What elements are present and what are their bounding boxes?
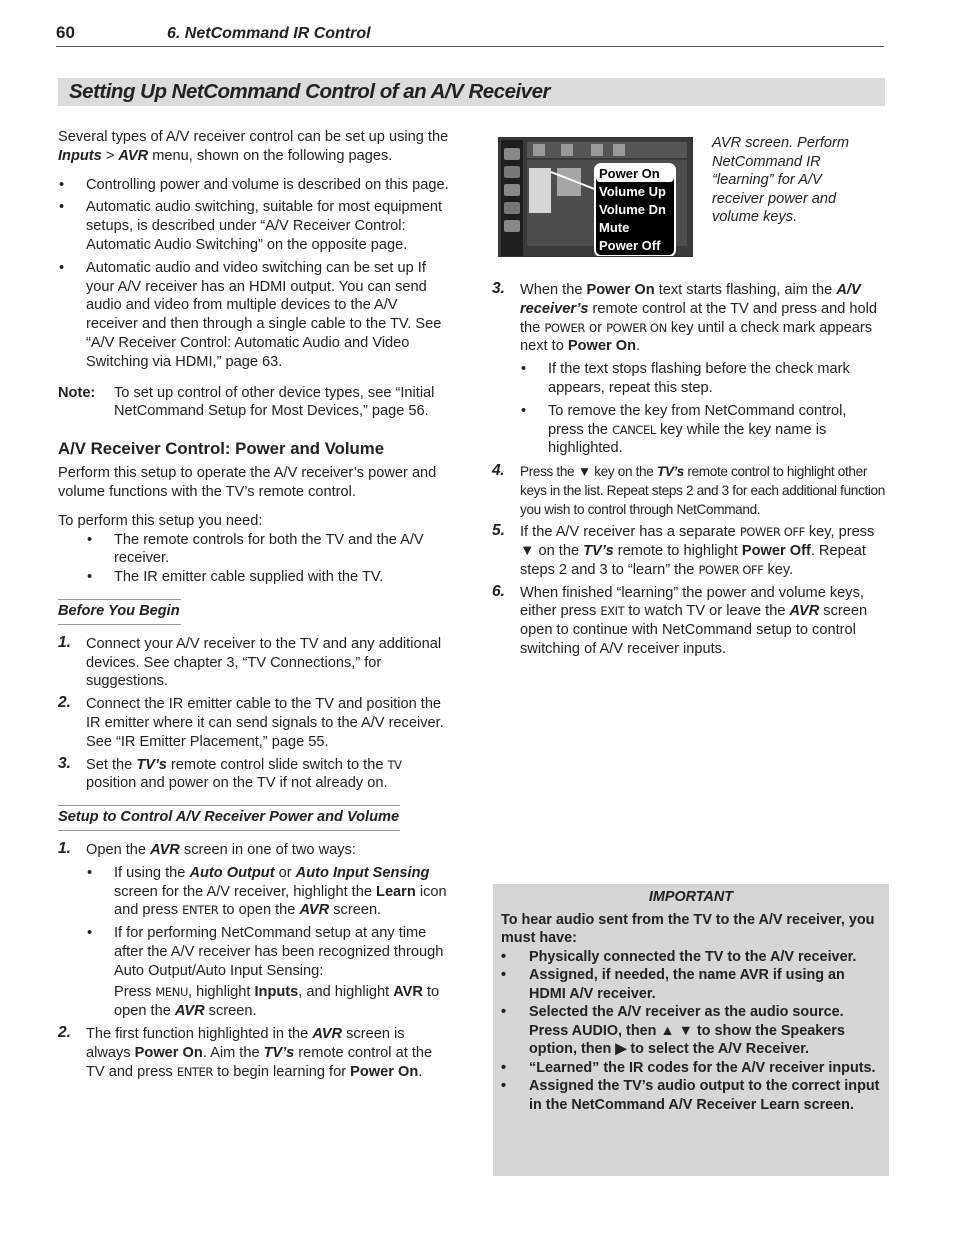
inputs-ref: Inputs (254, 984, 299, 1001)
step (492, 281, 886, 458)
subsection-before-you-begin: Before You Begin (58, 599, 181, 625)
text: > (101, 147, 119, 164)
avr-menu-item: Mute (599, 220, 630, 235)
chapter-title: 6. NetCommand IR Control (167, 25, 371, 42)
power-on-ref: Power On (586, 282, 655, 298)
avr-ref: AVR (299, 902, 330, 919)
key-tv: TV (387, 757, 402, 772)
text: to watch TV or leave the (624, 603, 790, 620)
paragraph: To perform this setup you need: (58, 512, 263, 529)
avr-menu-item: Volume Dn (599, 202, 666, 217)
key-power-on: POWER ON (606, 320, 667, 335)
avr-ref: AVR (174, 1003, 205, 1020)
text: . Aim the (202, 1044, 264, 1061)
tvs-ref: TV’s (136, 756, 167, 773)
important-item: • Assigned, if needed, the name AVR if using an HDMI A/V receiver. (501, 966, 881, 1003)
important-title: IMPORTANT (648, 889, 734, 905)
page-title: Setting Up NetCommand Control of an A/V Receiver (69, 80, 550, 103)
inputs-menu-ref: Inputs (58, 147, 102, 164)
text: screen. (329, 902, 382, 919)
avr-menu-item: Volume Up (599, 184, 666, 199)
note-label: Note: (58, 384, 96, 401)
header-rule (56, 46, 884, 47)
step (58, 756, 450, 794)
intro-bullet: • Controlling power and volume is described on this page. (58, 176, 450, 195)
text: to begin learning for (213, 1063, 351, 1080)
text: or (584, 319, 607, 336)
text: Several types of A/V receiver control can be set up using the (58, 129, 449, 145)
text: To remove the key from NetCommand control, press the (548, 402, 847, 438)
step (492, 462, 886, 519)
key-exit: EXIT (600, 604, 625, 619)
text: If for performing NetCommand setup at any time after the A/V receiver has been recognized through Auto Output/Auto Input Sensing: (114, 925, 444, 979)
text: key until a check mark appears next to (520, 319, 873, 355)
text: , highlight (187, 984, 255, 1001)
intro-bullet: • Automatic audio switching, suitable for most equipment setups, is described under “A/V Receiver Control: Automatic Audio Switching” on the opposite page. (58, 198, 450, 254)
step (492, 523, 886, 579)
key-enter: ENTER (176, 1064, 214, 1079)
text: remote control at the TV and press (86, 1044, 433, 1080)
text: Open the (86, 841, 151, 858)
step-number: 2. (58, 694, 71, 712)
text: to open the (218, 902, 300, 919)
avr-menu-ref: AVR (118, 147, 149, 164)
text: menu, shown on the following pages. (148, 147, 393, 164)
paragraph: Perform this setup to operate the A/V receiver’s power and volume functions with the TV’s remote control. (58, 465, 437, 500)
sub-bullet (86, 864, 450, 920)
text: screen open to continue with NetCommand setup to control switching of A/V receiver inputs. (520, 603, 868, 657)
key-power-off: POWER OFF (739, 525, 805, 540)
avr-screen-graphic (499, 138, 693, 257)
avr-ref: AVR (393, 984, 423, 1001)
text: or (274, 864, 296, 881)
text: Set the (86, 756, 137, 773)
step-number: 3. (492, 280, 505, 297)
tvs-ref: TV’s (583, 542, 614, 559)
step (492, 584, 886, 659)
text: . (636, 338, 641, 355)
press-menu-instruction (86, 983, 450, 1021)
step-number: 3. (58, 754, 71, 772)
important-intro: To hear audio sent from the TV to the A/V receiver, you must have: (501, 911, 875, 946)
key-power-off: POWER OFF (698, 562, 764, 577)
sub-bullet (86, 924, 450, 980)
text: If using the (114, 864, 190, 881)
text: remote control at the TV and press and hold the (520, 300, 877, 336)
important-item: • “Learned” the IR codes for the A/V receiver inputs. (501, 1059, 881, 1078)
text: remote control slide switch to the (166, 756, 388, 773)
text: , and highlight (298, 984, 394, 1001)
page-number: 60 (56, 23, 75, 42)
step-number: 1. (58, 633, 71, 651)
text: Press (114, 984, 156, 1001)
avr-menu-item: Power Off (599, 238, 661, 253)
important-item: • Assigned the TV’s audio output to the correct input in the NetCommand A/V Receiver Learn screen. (501, 1077, 881, 1114)
need-bullet: • The remote controls for both the TV and the A/V receiver. (58, 531, 450, 569)
left-column (58, 128, 450, 1085)
avr-ref: AVR (150, 841, 180, 858)
text: to open the (114, 984, 440, 1020)
avr-ref: AVR (789, 603, 820, 620)
key-enter: ENTER (182, 903, 219, 918)
step-number: 6. (492, 582, 505, 600)
key-power: POWER (544, 320, 585, 335)
important-item: • Selected the A/V receiver as the audio source. Press AUDIO, then ▲ ▼ to show the Speakers option, then ▶ to select the A/V Receiver. (501, 1003, 881, 1059)
text: key, press ▼ on the (520, 524, 875, 559)
sub-bullet (520, 402, 886, 458)
text: . Repeat steps 2 and 3 to “learn” the (520, 542, 866, 578)
sub-bullet: • If the text stops flashing before the check mark appears, repeat this step. (520, 360, 886, 398)
auto-output-ref: Auto Output (189, 864, 275, 881)
text: remote to highlight (613, 542, 742, 559)
subsection-setup: Setup to Control A/V Receiver Power and Volume (58, 805, 400, 831)
tvs-ref: TV’s (656, 464, 684, 480)
note-text: To set up control of other device types, see “Initial NetCommand Setup for Most Devices,” page 56. (114, 384, 435, 420)
important-box (493, 884, 889, 1176)
power-on-ref: Power On (350, 1063, 419, 1080)
power-on-ref: Power On (567, 338, 636, 355)
image-caption: AVR screen. Perform NetCommand IR “learning” for A/V receiver power and volume keys. (712, 135, 850, 226)
important-item: • Physically connected the TV to the A/V receiver. (501, 948, 881, 967)
step-text: Connect the IR emitter cable to the TV and position the IR emitter where it can send signals to the A/V receiver. See “IR Emitter Placement,” page 55. (86, 696, 444, 750)
text: position and power on the TV if not already on. (86, 775, 388, 792)
text: When the (520, 282, 587, 298)
key-menu: MENU (155, 985, 188, 1000)
step (58, 635, 450, 691)
text: icon and press (114, 883, 447, 919)
intro-paragraph (58, 128, 450, 166)
need-bullet: • The IR emitter cable supplied with the TV. (58, 568, 450, 587)
step-number: 4. (492, 462, 505, 480)
learn-ref: Learn (376, 883, 416, 900)
text: screen for the A/V receiver, highlight the (114, 883, 377, 900)
avr-ref: AVR (312, 1026, 343, 1043)
text: key while the key name is highlighted. (548, 421, 827, 457)
text: remote control to highlight other keys in the list. Repeat steps 2 and 3 for each additional function you wish to control through NetCommand. (520, 464, 885, 518)
right-column (492, 281, 886, 663)
text: Press the ▼ key on the (520, 464, 657, 480)
step-text: Connect your A/V receiver to the TV and any additional devices. See chapter 3, “TV Connections,” for suggestions. (86, 635, 442, 690)
text: The first function highlighted in the (86, 1026, 313, 1043)
note (58, 384, 450, 422)
step-number: 5. (492, 522, 505, 540)
tvs-ref: TV’s (263, 1044, 295, 1061)
step (58, 1025, 450, 1081)
step (58, 695, 450, 751)
text: When finished “learning” the power and volume keys, either press (520, 584, 864, 620)
av-receivers-ref: A/V receiver’s (520, 282, 861, 317)
text: If the A/V receiver has a separate (520, 524, 740, 541)
step-number: 2. (58, 1024, 71, 1042)
text: screen. (204, 1003, 257, 1020)
intro-bullet: • Automatic audio and video switching can be set up If your A/V receiver has an HDMI output. You can send audio and video from multiple devices to the A/V receiver and then through a single cable to the TV. See “A/V Receiver Control: Automatic Audio and Video Switching via HDMI,” page 63. (58, 259, 450, 372)
text: screen is always (86, 1026, 405, 1061)
text: . (418, 1063, 423, 1080)
power-on-ref: Power On (134, 1044, 203, 1061)
power-off-ref: Power Off (741, 542, 811, 559)
text: key. (763, 561, 794, 578)
section-heading-power-volume: A/V Receiver Control: Power and Volume (58, 439, 385, 459)
step (58, 841, 450, 1021)
key-cancel: CANCEL (612, 422, 656, 437)
text: screen in one of two ways: (179, 841, 356, 858)
avr-screen-image (498, 137, 693, 257)
avr-menu-item: Power On (599, 166, 660, 181)
step-number: 1. (58, 839, 71, 857)
text: text starts flashing, aim the (654, 282, 837, 298)
auto-input-ref: Auto Input Sensing (295, 864, 430, 881)
